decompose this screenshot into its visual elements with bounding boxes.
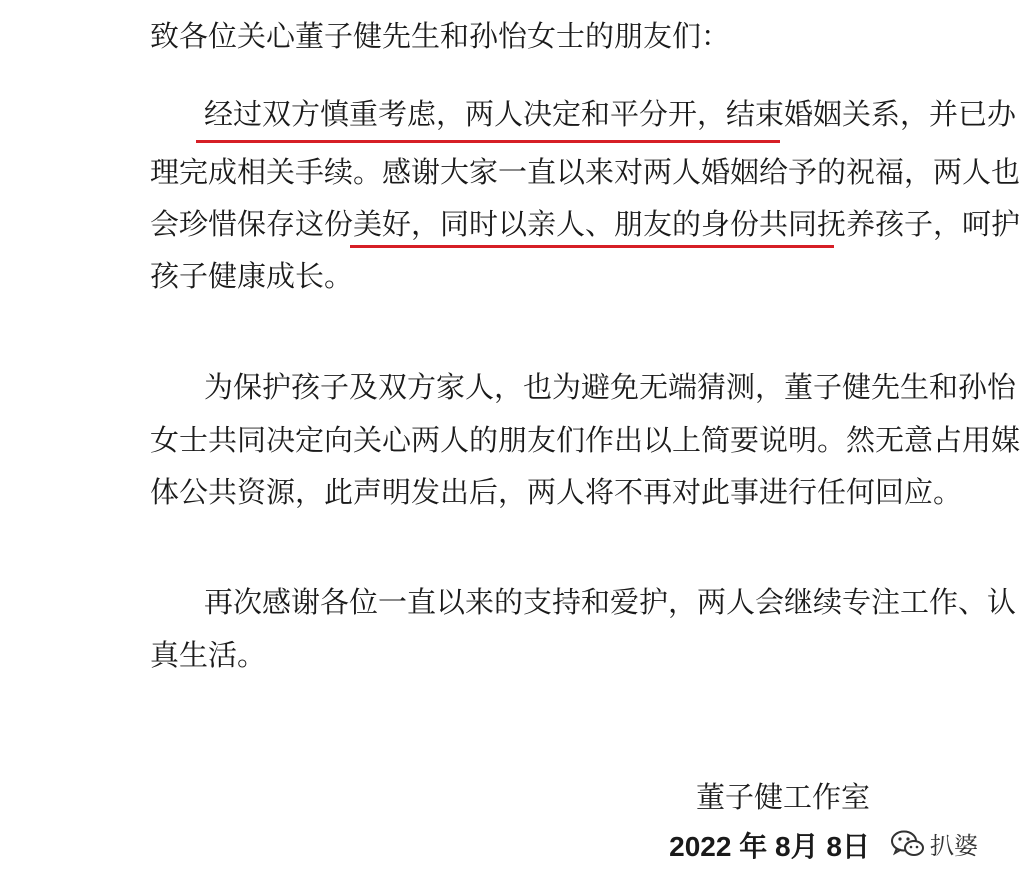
date-month-unit: 月 [790,830,819,863]
date-year-unit: 年 [739,830,768,863]
paragraph-3-line-2: 真生活。 [150,638,267,672]
date-day-unit: 日 [841,830,870,863]
signature: 董子健工作室 [695,780,870,814]
paragraph-3-line-1: 再次感谢各位一直以来的支持和爱护，两人会继续专注工作、认 [204,585,1017,619]
watermark-label: 扒婆 [930,832,978,860]
date-month: 8 [775,831,791,862]
paragraph-2-line-1: 为保护孩子及双方家人，也为避免无端猜测，董子健先生和孙怡 [204,370,1017,404]
paragraph-1-line-3: 会珍惜保存这份美好，同时以亲人、朋友的身份共同抚养孩子，呵护 [150,207,1021,241]
date-year: 2022 [669,831,732,862]
wechat-icon [890,829,926,859]
highlight-underline-1 [196,140,780,143]
date-day: 8 [826,831,842,862]
paragraph-1-line-2: 理完成相关手续。感谢大家一直以来对两人婚姻给予的祝福，两人也 [150,155,1021,189]
paragraph-1-line-4: 孩子健康成长。 [150,259,354,293]
paragraph-2-line-2: 女士共同决定向关心两人的朋友们作出以上简要说明。然无意占用媒 [150,423,1021,457]
paragraph-1-line-1: 经过双方慎重考虑，两人决定和平分开，结束婚姻关系，并已办 [204,97,1017,131]
paragraph-2-line-3: 体公共资源，此声明发出后，两人将不再对此事进行任何回应。 [150,475,963,509]
watermark [890,826,978,861]
date [669,825,870,865]
highlight-underline-2 [350,245,834,248]
salutation: 致各位关心董子健先生和孙怡女士的朋友们： [150,19,731,53]
